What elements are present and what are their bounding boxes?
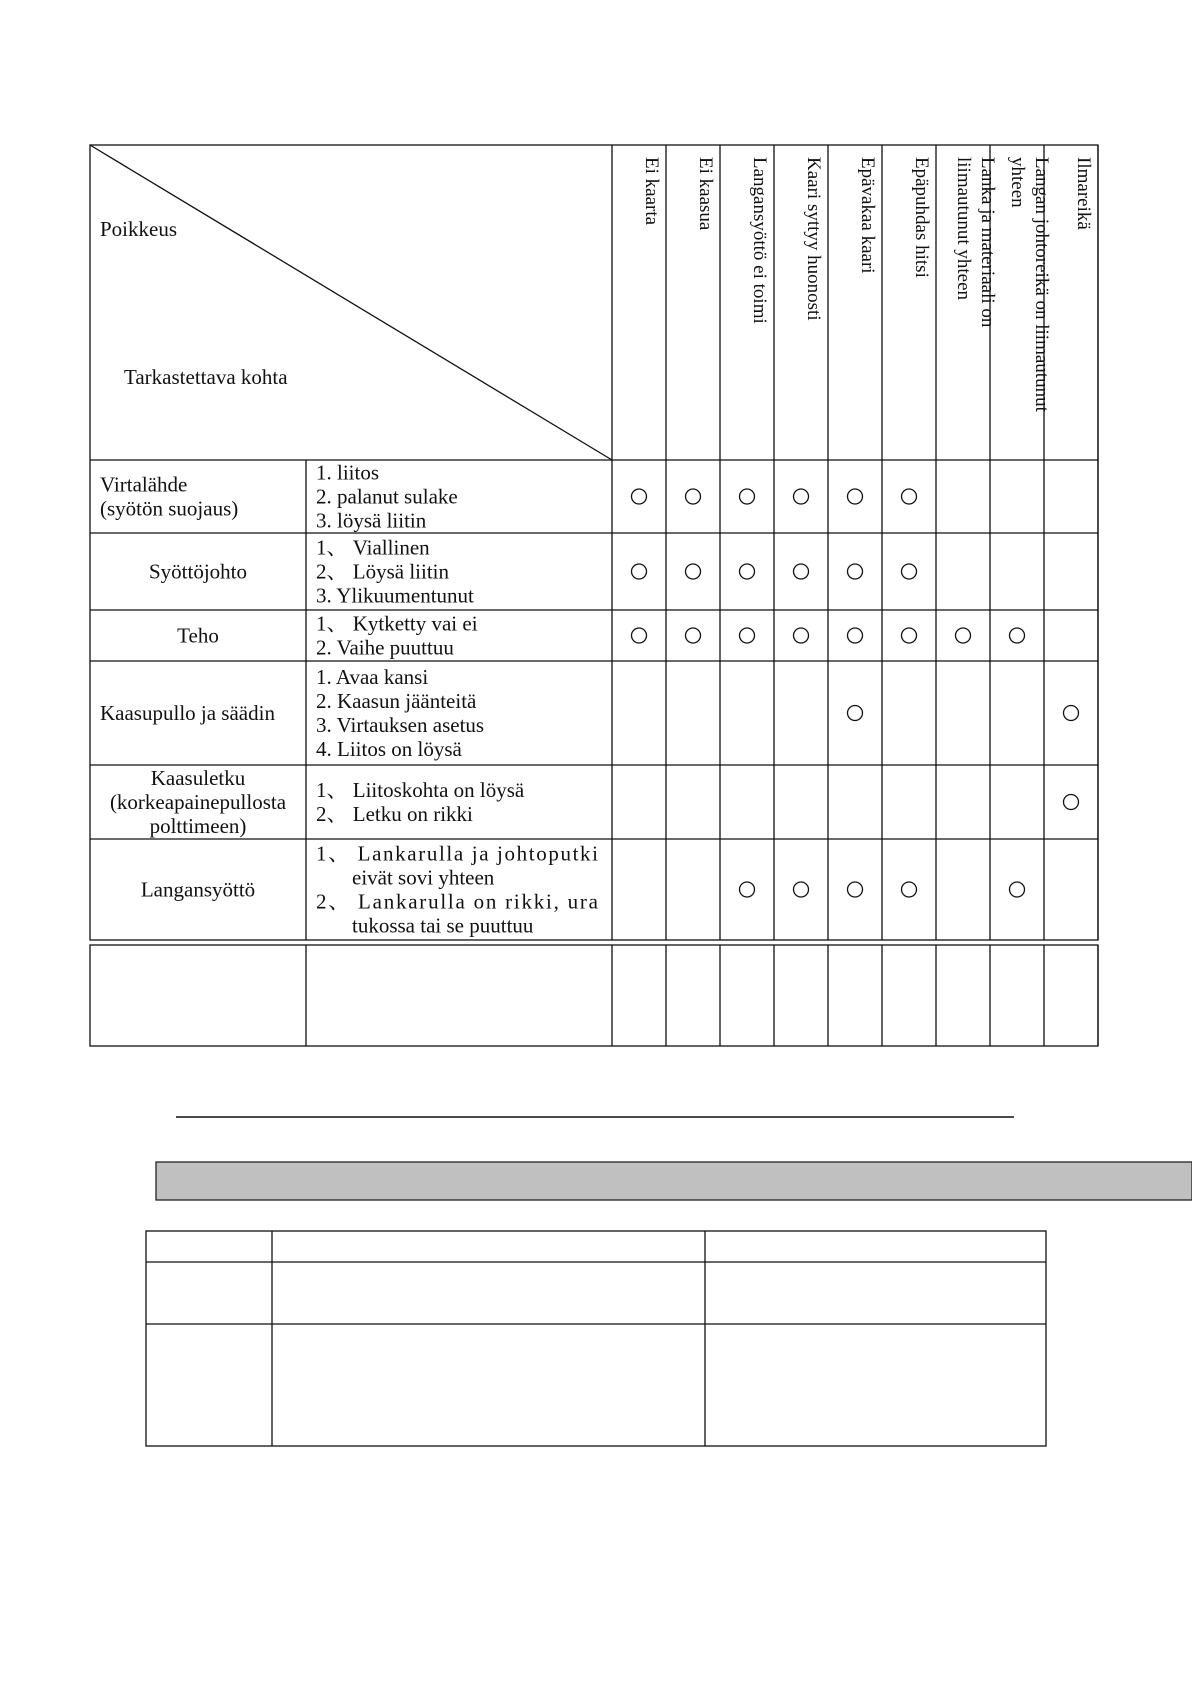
check-mark-circle bbox=[740, 489, 755, 504]
column-header-8 bbox=[1007, 157, 1052, 413]
check-mark-circle bbox=[902, 882, 917, 897]
check-mark-circle bbox=[848, 706, 863, 721]
check-item: 2、 Lankarulla on rikki, ura bbox=[316, 889, 598, 914]
column-header-line: Ei kaarta bbox=[641, 157, 662, 226]
check-item: 1. liitos bbox=[316, 460, 380, 485]
row-name: (korkeapainepullosta bbox=[109, 790, 287, 814]
check-mark-circle bbox=[848, 564, 863, 579]
table-row bbox=[149, 536, 474, 608]
row-name: polttimeen) bbox=[149, 814, 247, 838]
check-item: 1. Avaa kansi bbox=[316, 665, 429, 689]
column-header-line: liimautunut yhteen bbox=[953, 157, 974, 301]
check-item: 2、 Letku on rikki bbox=[316, 802, 473, 826]
column-header-line: Ilmareikä bbox=[1073, 157, 1094, 230]
column-header-2 bbox=[695, 157, 716, 231]
table-row bbox=[100, 665, 484, 761]
column-header-line: Langansyöttö ei toimi bbox=[749, 157, 770, 324]
check-item: 1、 Liitoskohta on löysä bbox=[316, 778, 525, 802]
check-mark-circle bbox=[956, 628, 971, 643]
table-row bbox=[110, 766, 525, 838]
check-item: 1、 Kytketty vai ei bbox=[316, 611, 478, 636]
check-mark-circle bbox=[632, 564, 647, 579]
check-mark-circle bbox=[902, 489, 917, 504]
check-item: 1、 Viallinen bbox=[316, 535, 430, 560]
check-item: 3. Ylikuumentunut bbox=[316, 583, 474, 608]
row-name: Kaasuletku bbox=[150, 766, 246, 790]
check-mark-circle bbox=[740, 628, 755, 643]
check-mark-circle bbox=[902, 628, 917, 643]
check-mark-circle bbox=[848, 628, 863, 643]
check-mark-circle bbox=[1010, 882, 1025, 897]
column-header-line: yhteen bbox=[1007, 157, 1028, 208]
check-mark-circle bbox=[740, 882, 755, 897]
column-header-4 bbox=[803, 157, 824, 321]
corner-diagonal bbox=[90, 145, 612, 460]
table-row bbox=[141, 842, 599, 938]
check-mark-circle bbox=[1064, 706, 1079, 721]
check-item: 2、 Löysä liitin bbox=[316, 559, 449, 584]
column-header-1 bbox=[641, 157, 662, 226]
lower-empty-table bbox=[146, 1231, 1046, 1446]
column-header-line: Ei kaasua bbox=[695, 157, 716, 231]
check-item: eivät sovi yhteen bbox=[352, 865, 495, 890]
check-mark-circle bbox=[686, 564, 701, 579]
column-header-line: Epäpuhdas hitsi bbox=[911, 157, 932, 278]
row-name: Virtalähde bbox=[100, 472, 188, 497]
row-name: Syöttöjohto bbox=[148, 559, 248, 584]
check-mark-circle bbox=[686, 628, 701, 643]
check-item: 2. palanut sulake bbox=[316, 484, 458, 509]
check-mark-circle bbox=[686, 489, 701, 504]
check-mark-circle bbox=[632, 628, 647, 643]
lower-table-frame bbox=[146, 1231, 1046, 1446]
check-item: 3. Virtauksen asetus bbox=[316, 713, 485, 737]
check-mark-circle bbox=[740, 564, 755, 579]
column-header-line: Kaari syttyy huonosti bbox=[803, 157, 824, 321]
column-header-5 bbox=[857, 157, 878, 274]
check-mark-circle bbox=[794, 564, 809, 579]
column-header-line: Epävakaa kaari bbox=[857, 157, 878, 274]
column-header-line: Langan johtoreikä on liimautunut bbox=[1031, 157, 1052, 412]
column-header-6 bbox=[911, 157, 932, 278]
check-mark-circle bbox=[902, 564, 917, 579]
row-name: Langansyöttö bbox=[140, 877, 256, 902]
table-row bbox=[177, 612, 478, 660]
column-header-9 bbox=[1073, 157, 1094, 230]
column-header-line: Lanka ja materiaali on bbox=[977, 157, 998, 328]
troubleshooting-table-text bbox=[100, 157, 1094, 938]
check-mark-circle bbox=[848, 882, 863, 897]
column-header-7 bbox=[953, 157, 998, 328]
row-name: Teho bbox=[177, 623, 219, 648]
corner-header-poikkeus: Poikkeus bbox=[100, 217, 178, 241]
check-item: 4. Liitos on löysä bbox=[316, 737, 462, 761]
check-item: 1、 Lankarulla ja johtoputki bbox=[316, 841, 598, 866]
check-mark-circle bbox=[632, 489, 647, 504]
check-item: tukossa tai se puuttuu bbox=[352, 913, 534, 938]
check-mark-circle bbox=[1010, 628, 1025, 643]
row-name: (syötön suojaus) bbox=[100, 496, 239, 521]
check-mark-circle bbox=[848, 489, 863, 504]
check-mark-circle bbox=[794, 882, 809, 897]
check-item: 2. Kaasun jäänteitä bbox=[316, 689, 477, 713]
row-name: Kaasupullo ja säädin bbox=[100, 701, 275, 725]
column-header-3 bbox=[749, 157, 770, 324]
check-item: 2. Vaihe puuttuu bbox=[316, 635, 454, 660]
check-item: 3. löysä liitin bbox=[316, 508, 427, 533]
table-row bbox=[100, 461, 458, 533]
check-mark-circle bbox=[794, 489, 809, 504]
section-heading-bar bbox=[156, 1162, 1192, 1200]
troubleshooting-table-marks bbox=[632, 489, 1079, 897]
corner-header-tarkastettava-kohta: Tarkastettava kohta bbox=[124, 365, 288, 389]
check-mark-circle bbox=[1064, 795, 1079, 810]
check-mark-circle bbox=[794, 628, 809, 643]
table-extra-frame bbox=[90, 945, 1098, 1046]
